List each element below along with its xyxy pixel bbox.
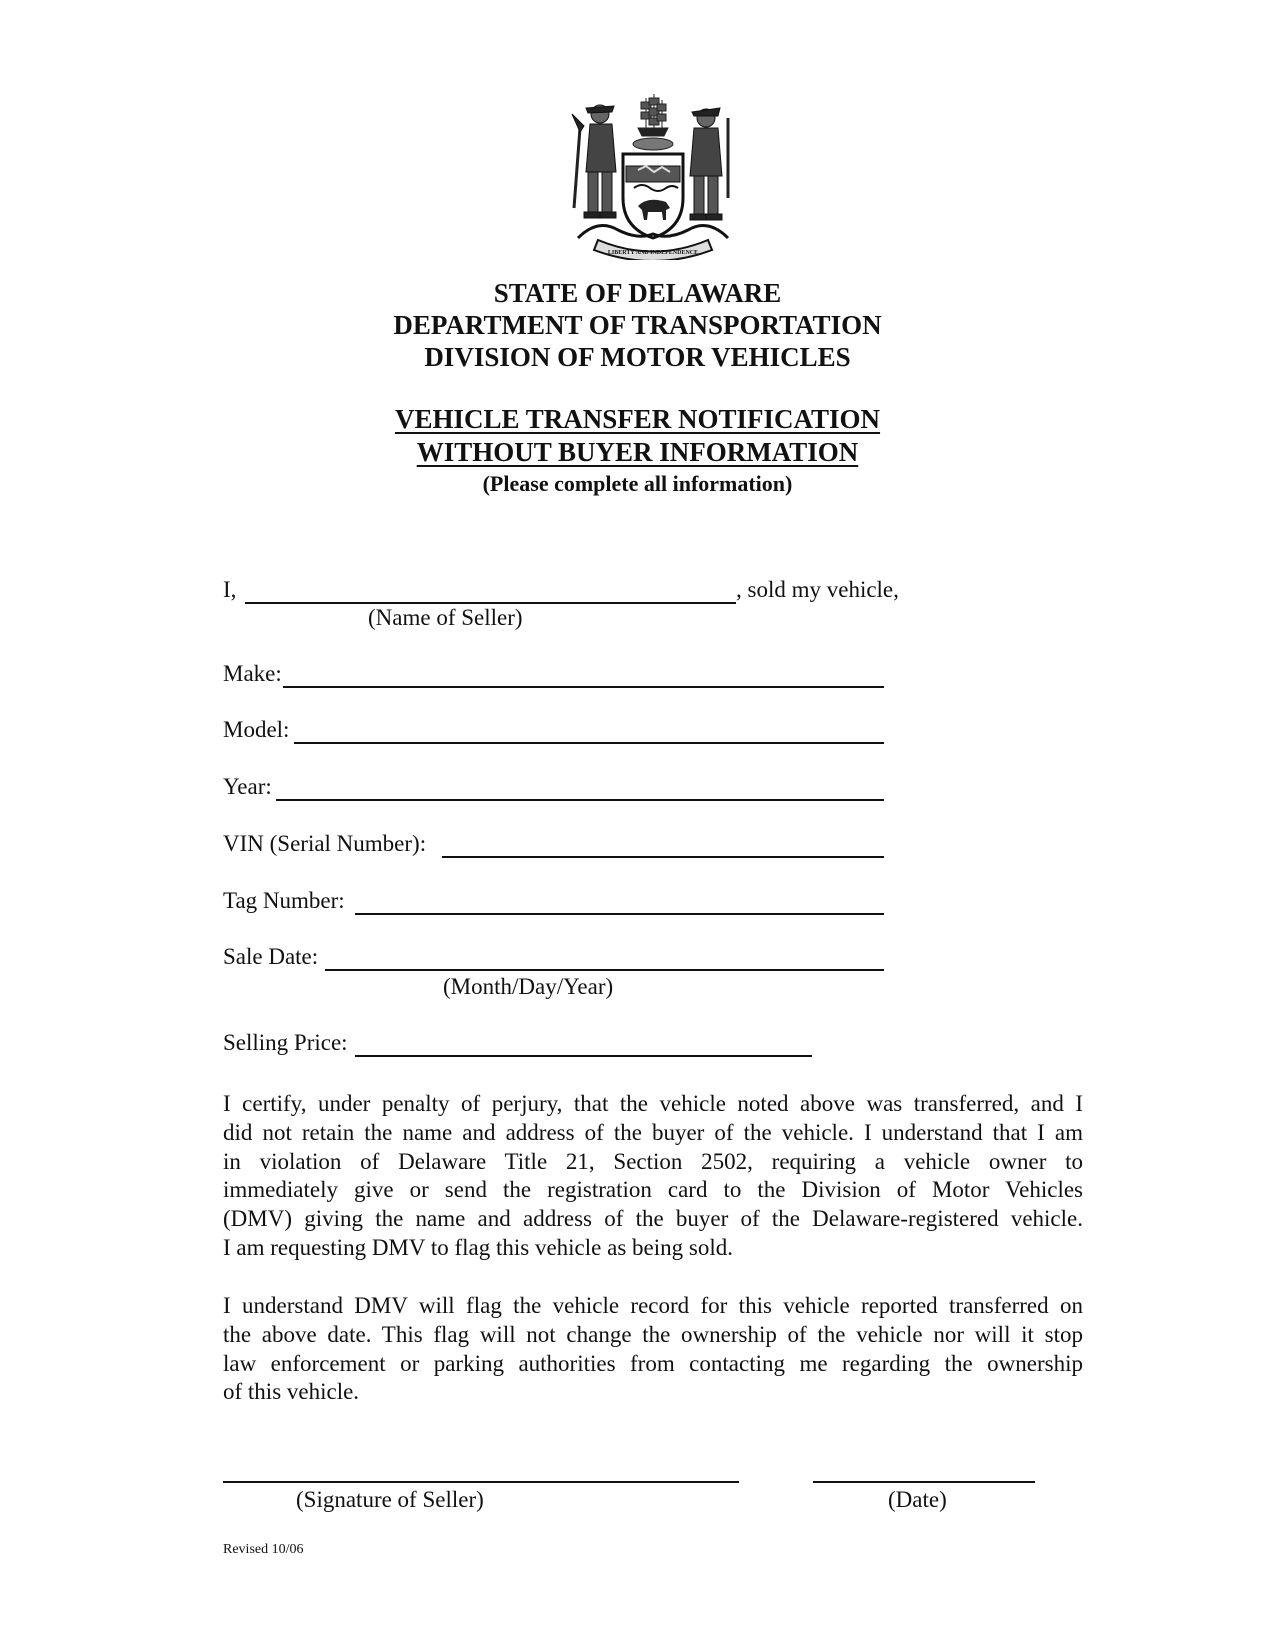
- revision-note: Revised 10/06: [223, 1542, 304, 1557]
- model-label: Model:: [223, 717, 290, 742]
- sale-date-caption: (Month/Day/Year): [443, 974, 614, 999]
- agency-state: STATE OF DELAWARE: [493, 278, 782, 308]
- signature-date-caption: (Date): [888, 1487, 947, 1512]
- make-label: Make:: [223, 661, 282, 686]
- certification-line: (DMV) giving the name and address of the buyer of the Delaware-registered vehicle.: [223, 1206, 1083, 1232]
- understanding-paragraph: [223, 1292, 1083, 1407]
- certification-line: in violation of Delaware Title 21, Section 2502, requiring a vehicle owner to: [223, 1148, 1083, 1174]
- selling-price-label: Selling Price:: [223, 1030, 348, 1055]
- understanding-line: I understand DMV will flag the vehicle record for this vehicle reported transferred on: [223, 1293, 1083, 1318]
- tag-number-field[interactable]: [355, 913, 884, 915]
- signature-date-field[interactable]: [813, 1481, 1035, 1483]
- seller-signature-field[interactable]: [223, 1481, 739, 1483]
- understanding-line: law enforcement or parking authorities from contacting me regarding the ownership: [223, 1350, 1083, 1376]
- model-field[interactable]: [294, 742, 884, 744]
- form-instruction: (Please complete all information): [482, 471, 793, 496]
- seller-name-caption: (Name of Seller): [368, 605, 523, 630]
- certification-paragraph: [223, 1090, 1083, 1263]
- seller-signature-caption: (Signature of Seller): [296, 1487, 484, 1512]
- vin-field[interactable]: [442, 856, 884, 858]
- agency-department: DEPARTMENT OF TRANSPORTATION: [393, 310, 882, 340]
- sale-date-field[interactable]: [325, 969, 884, 971]
- understanding-line: the above date. This flag will not change the ownership of the vehicle nor will it stop: [223, 1321, 1083, 1347]
- year-label: Year:: [223, 774, 272, 799]
- seal-motto: LIBERTY AND INDEPENDENCE: [607, 250, 699, 256]
- certification-line: I am requesting DMV to flag this vehicle as being sold.: [223, 1234, 733, 1260]
- year-field[interactable]: [276, 799, 884, 801]
- tag-number-label: Tag Number:: [223, 888, 345, 913]
- certification-line: did not retain the name and address of the buyer of the vehicle. I understand that I am: [223, 1119, 1083, 1145]
- certification-line: immediately give or send the registration card to the Division of Motor Vehicles: [223, 1177, 1083, 1203]
- seller-prefix: I,: [223, 577, 237, 602]
- state-seal-icon: [568, 88, 738, 260]
- certification-line: I certify, under penalty of perjury, that the vehicle noted above was transferred, and I: [223, 1091, 1083, 1116]
- seller-suffix: , sold my vehicle,: [736, 577, 899, 602]
- vin-label: VIN (Serial Number):: [223, 831, 427, 856]
- understanding-line: of this vehicle.: [223, 1379, 360, 1405]
- form-title-line1: VEHICLE TRANSFER NOTIFICATION: [394, 404, 881, 434]
- agency-division: DIVISION OF MOTOR VEHICLES: [424, 342, 851, 372]
- selling-price-field[interactable]: [355, 1055, 812, 1057]
- form-title-line2: WITHOUT BUYER INFORMATION: [416, 437, 859, 467]
- sale-date-label: Sale Date:: [223, 944, 319, 969]
- make-field[interactable]: [283, 686, 884, 688]
